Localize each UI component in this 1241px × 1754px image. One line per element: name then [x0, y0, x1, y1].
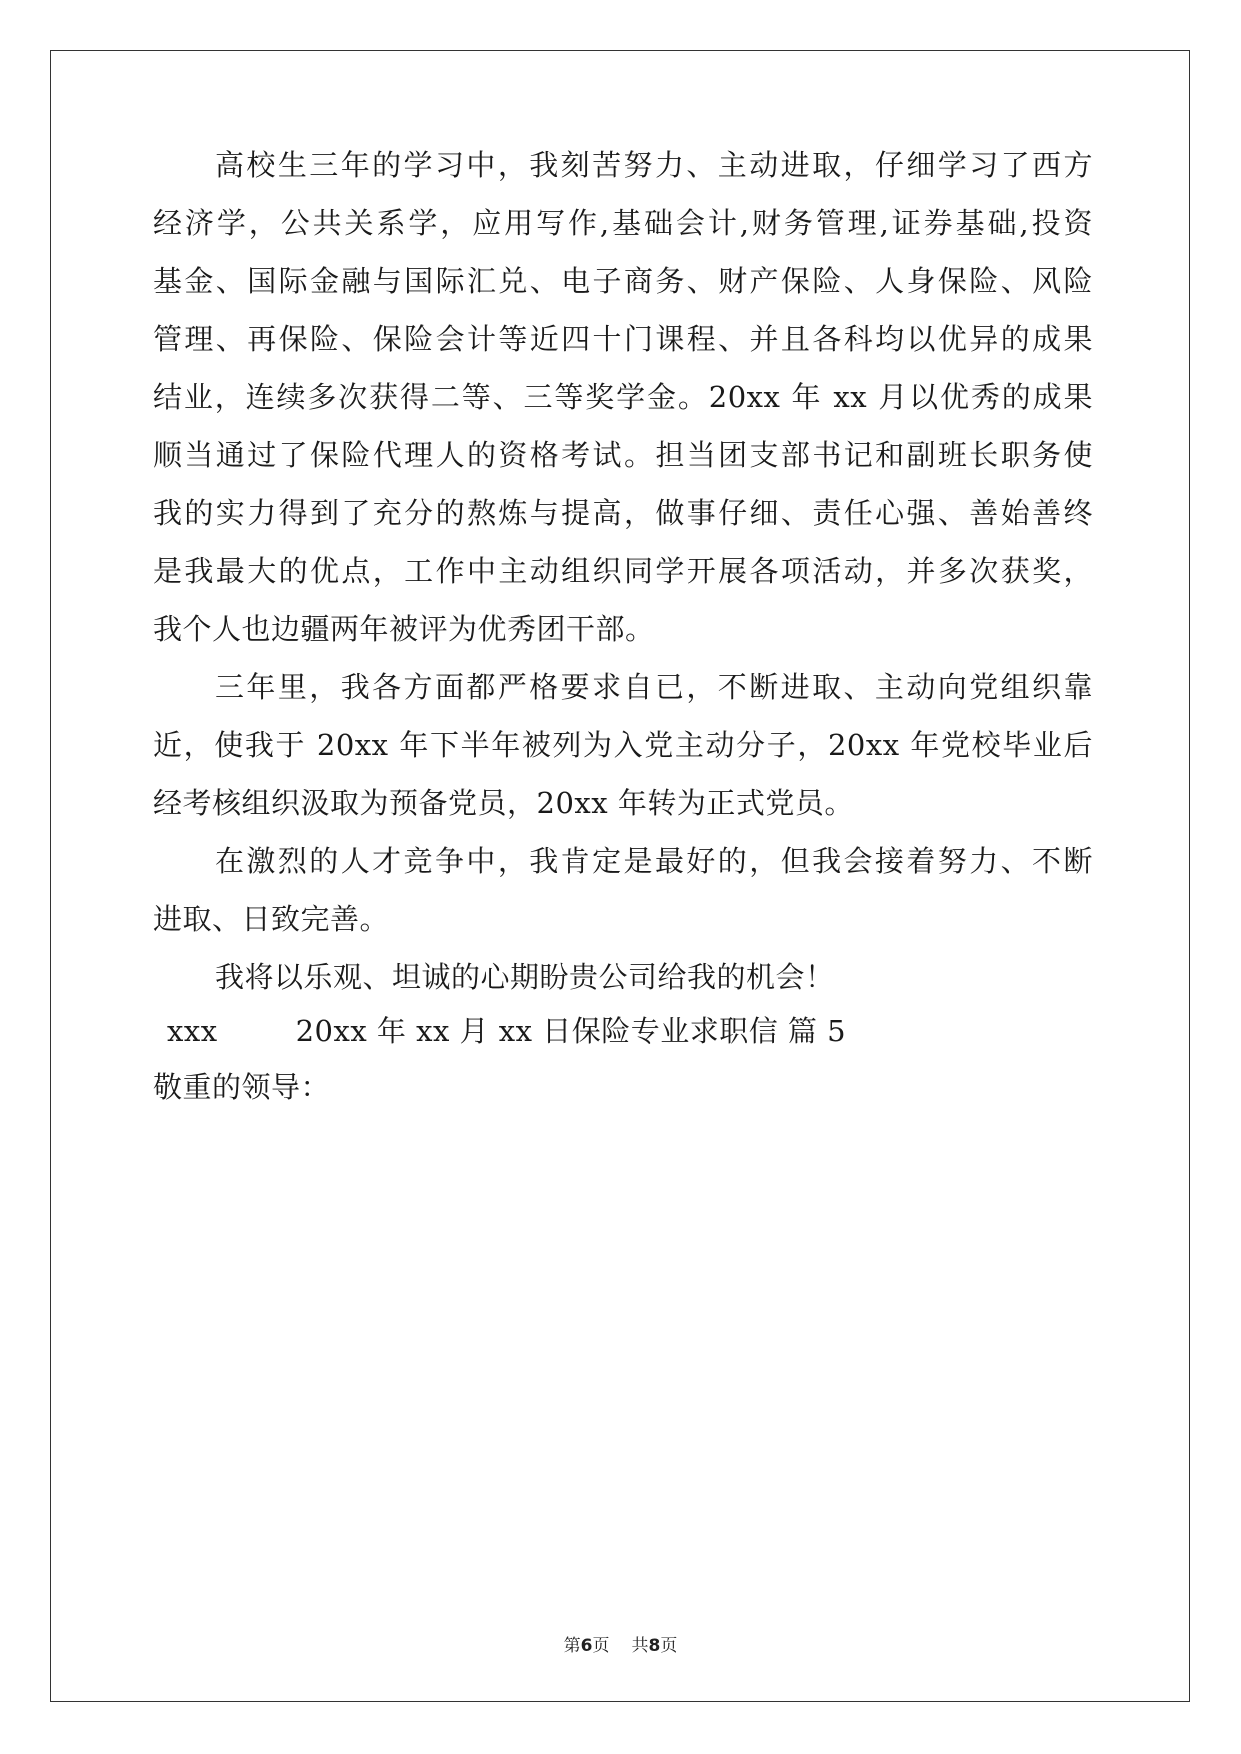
signature-line [167, 1011, 846, 1051]
paragraph-2-line-1: 三年里，我各方面都严格要求自已，不断进取、主动向党组织靠 [215, 670, 1093, 704]
paragraph-1-line-6: 顺当通过了保险代理人的资格考试。担当团支部书记和副班长职务使 [153, 438, 1093, 472]
total-pages-number: 8 [648, 1636, 661, 1656]
paragraph-3-line-2: 进取、日致完善。 [153, 902, 390, 936]
footer-prefix: 第 [563, 1636, 581, 1656]
paragraph-1-line-3: 基金、国际金融与国际汇兑、电子商务、财产保险、人身保险、风险 [153, 264, 1093, 298]
page-footer [0, 1631, 1241, 1656]
footer-page-unit: 页 [592, 1636, 610, 1656]
footer-total-prefix: 共 [631, 1636, 649, 1656]
paragraph-1-line-1: 高校生三年的学习中，我刻苦努力、主动进取，仔细学习了西方 [215, 148, 1093, 182]
paragraph-1-line-5: 结业，连续多次获得二等、三等奖学金。20xx 年 xx 月以优秀的成果 [153, 380, 1093, 414]
paragraph-2-line-3: 经考核组织汲取为预备党员，20xx 年转为正式党员。 [153, 786, 854, 820]
paragraph-1-line-2: 经济学，公共关系学，应用写作,基础会计,财务管理,证券基础,投资 [153, 206, 1093, 240]
paragraph-2-line-2: 近，使我于 20xx 年下半年被列为入党主动分子，20xx 年党校毕业后 [153, 728, 1093, 762]
paragraph-3-line-1: 在激烈的人才竞争中，我肯定是最好的，但我会接着努力、不断 [215, 844, 1093, 878]
current-page-number: 6 [580, 1636, 593, 1656]
signature-name: xxx [167, 1014, 218, 1048]
paragraph-1-line-8: 是我最大的优点，工作中主动组织同学开展各项活动，并多次获奖， [153, 554, 1093, 588]
paragraph-1-line-9: 我个人也边疆两年被评为优秀团干部。 [153, 612, 655, 646]
footer-total-unit: 页 [660, 1636, 678, 1656]
date-and-heading: 20xx 年 xx 月 xx 日保险专业求职信 篇 5 [295, 1014, 847, 1048]
paragraph-1-line-7: 我的实力得到了充分的熬炼与提高，做事仔细、责任心强、善始善终 [153, 496, 1093, 530]
salutation: 敬重的领导： [153, 1070, 331, 1104]
paragraph-1-line-4: 管理、再保险、保险会计等近四十门课程、并且各科均以优异的成果 [153, 322, 1093, 356]
paragraph-4-line-1: 我将以乐观、坦诚的心期盼贵公司给我的机会！ [215, 960, 835, 994]
